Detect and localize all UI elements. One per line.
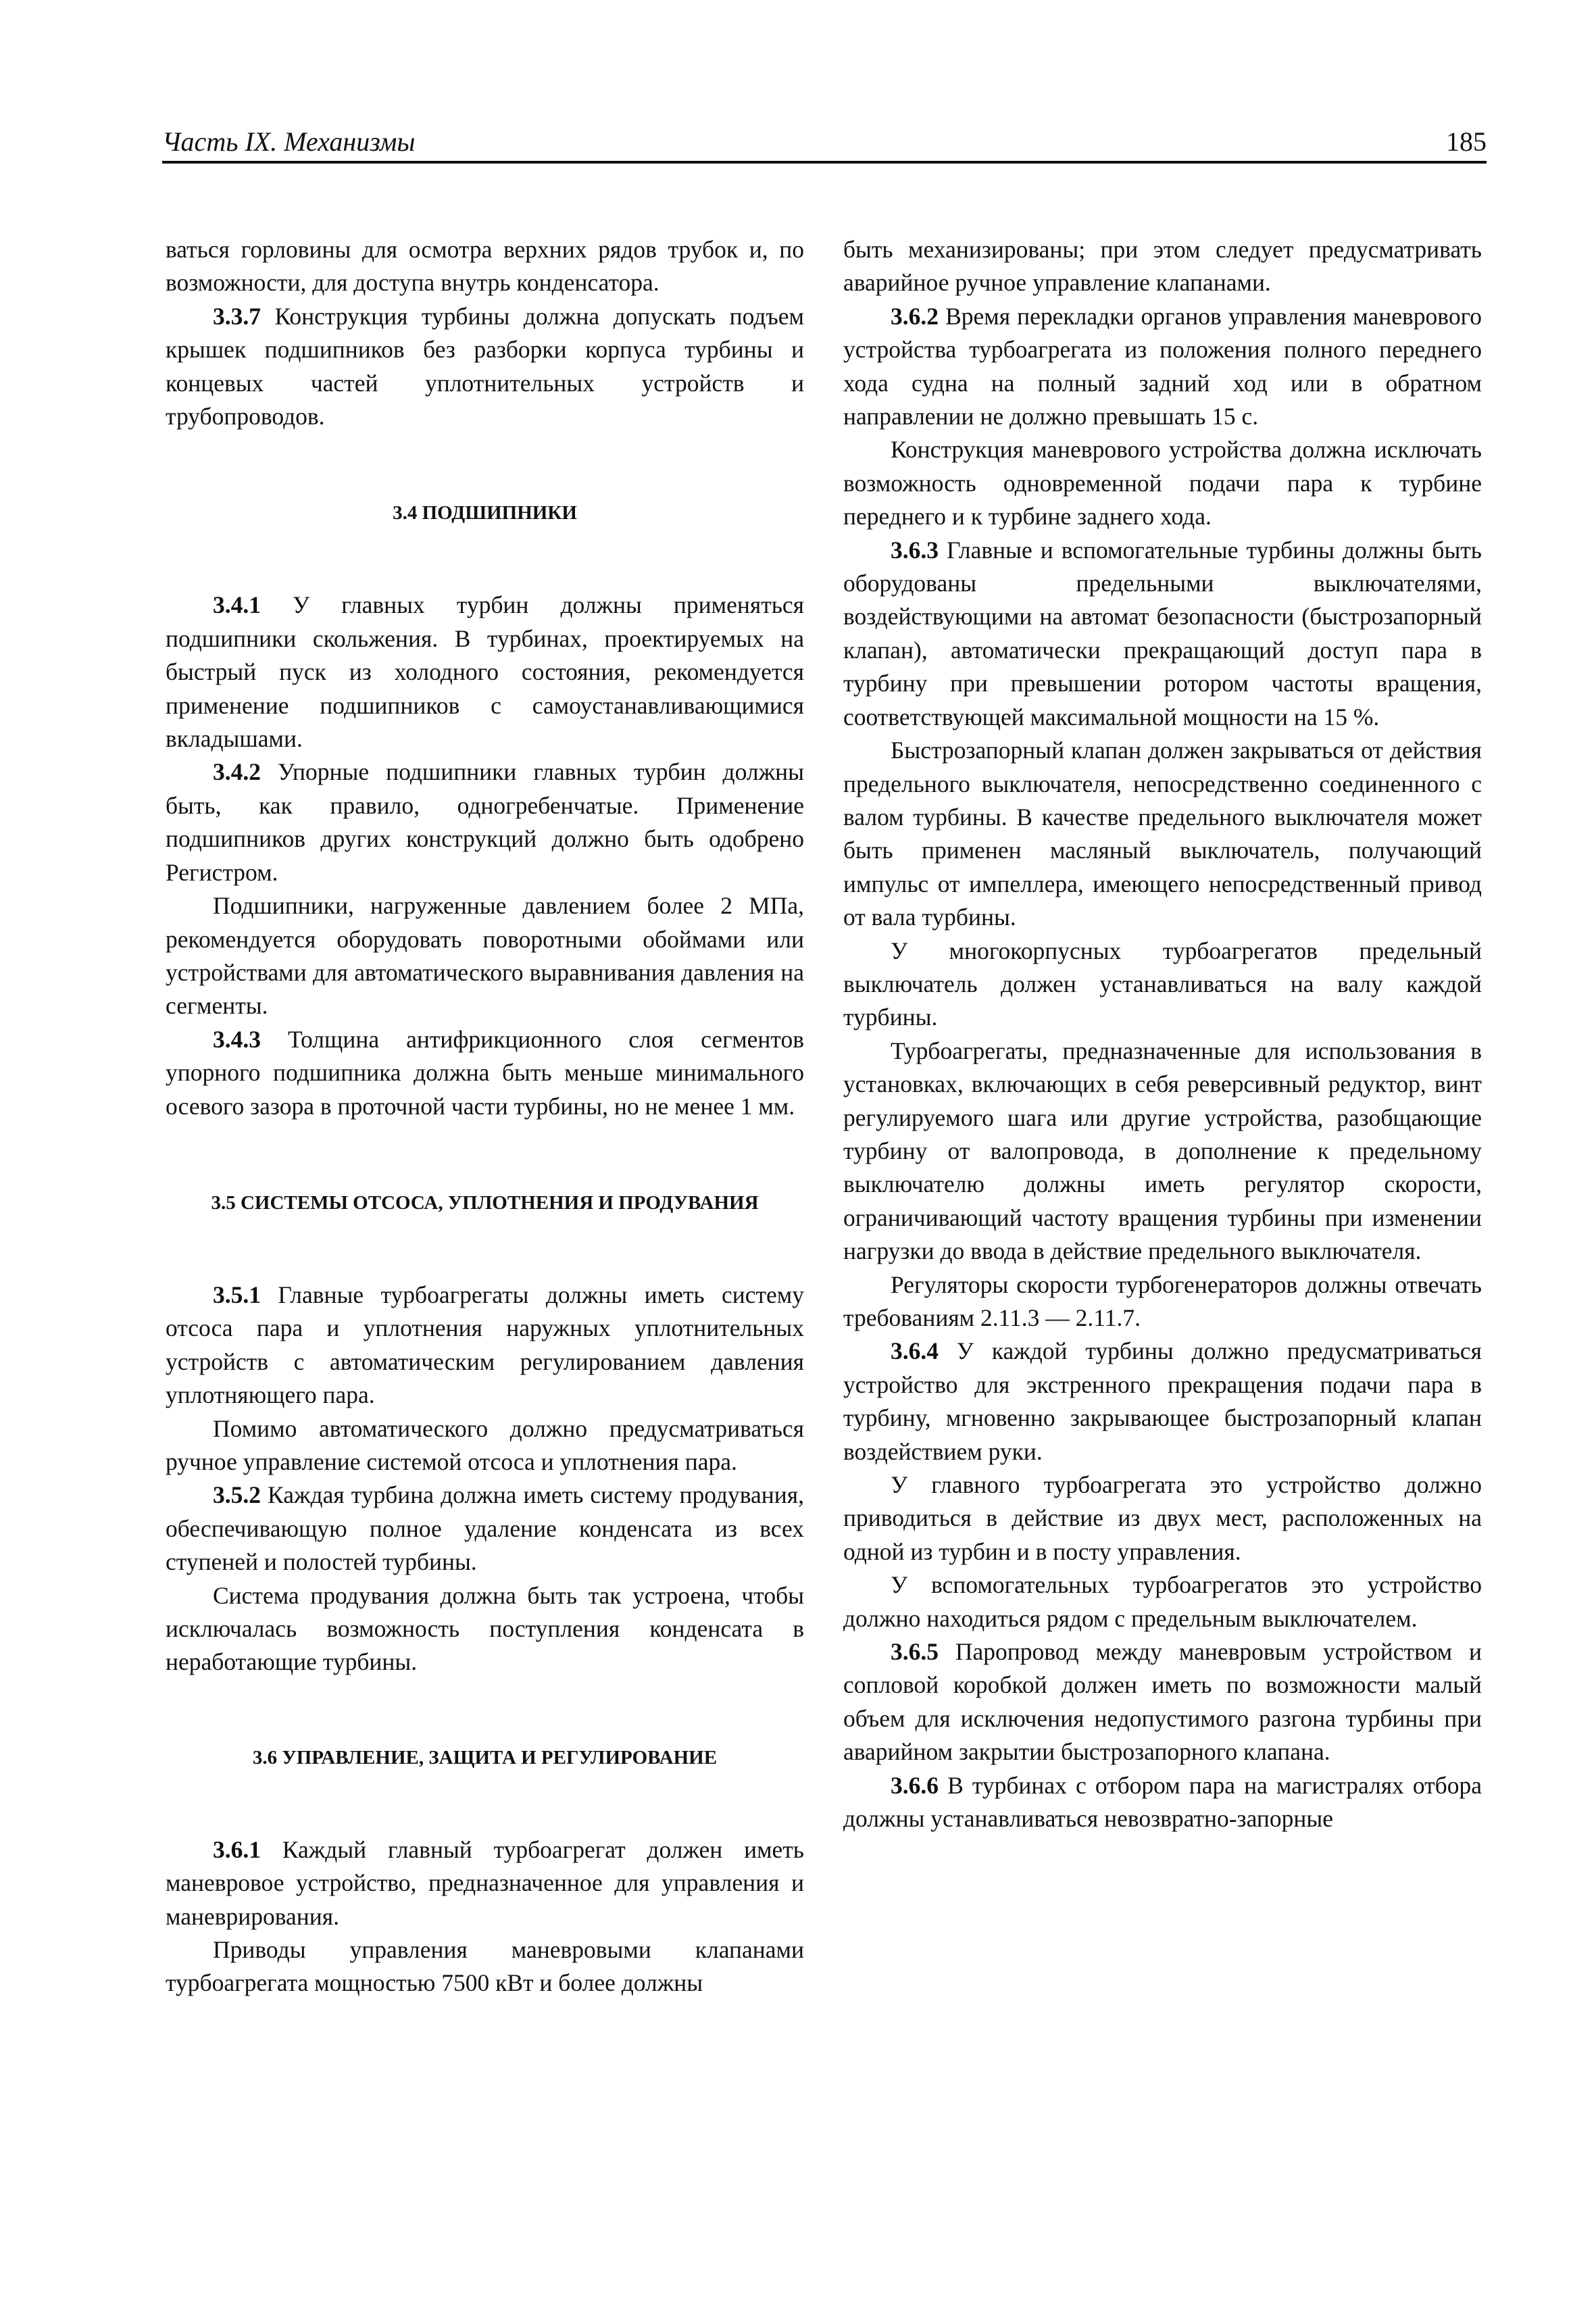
clause-number: 3.4.3 [213,1025,261,1053]
paragraph: Система продувания должна быть так устроена, чтобы исключалась возможность поступления конденсата в неработающие турбины. [166,1581,804,1676]
clause-text: Главные и вспомогательные турбины должны быть оборудованы предельными выключателями, воздействующими на автомат безопасности (быстрозапорный клапан), автоматически прекращающий доступ пара в турбину при превышении ротором частоты вращения, соответствующей максимальной мощности на 15 %. [843,536,1482,731]
paragraph-3-3-7 [166,300,804,434]
paragraph: Помимо автоматического должно предусматриваться ручное управление системой отсоса и уплотнения пара. [166,1414,804,1475]
running-title: Часть IX. Механизмы [162,126,416,157]
clause-text: Время перекладки органов управления маневрового устройства турбоагрегата из положения полного переднего хода судна на полный задний ход или в обратном направлении не должно превышать 15 с. [843,302,1482,430]
clause-text: Толщина антифрикционного слоя сегментов упорного подшипника должна быть меньше минимального осевого зазора в проточной части турбины, но не менее 1 мм. [166,1025,804,1120]
clause-text: Каждый главный турбоагрегат должен иметь маневровое устройство, предназначенное для управления и маневрирования. [166,1835,804,1930]
paragraph-3-4-1 [166,589,804,756]
clause-number: 3.6.6 [891,1771,939,1799]
paragraph: быть механизированы; при этом следует предусматривать аварийное ручное управление клапанами. [843,236,1482,297]
paragraph: Конструкция маневрового устройства должна исключать возможность одновременной подачи пара к турбине переднего и к турбине заднего хода. [843,436,1482,530]
clause-text: У каждой турбины должно предусматриваться устройство для экстренного прекращения подачи пара в турбину, мгновенно закрывающее быстрозапорный клапан воздействием руки. [843,1337,1482,1465]
paragraph-3-4-2 [166,756,804,889]
paragraph-3-5-2 [166,1479,804,1579]
clause-text: Каждая турбина должна иметь систему продувания, обеспечивающую полное удаление конденсата из всех ступеней и полостей турбины. [166,1481,804,1576]
paragraph-3-6-5 [843,1635,1482,1769]
paragraph-3-6-2 [843,300,1482,434]
paragraph-3-6-4 [843,1335,1482,1468]
clause-number: 3.6.4 [891,1337,939,1365]
paragraph-3-4-3 [166,1023,804,1123]
clause-number: 3.6.3 [891,536,939,564]
page-header [162,124,1487,159]
right-column [843,233,1482,1836]
clause-text: Упорные подшипники главных турбин должны быть, как правило, одногребенчатые. Применение подшипников других конструкций должно быть одобрено Регистром. [166,758,804,886]
paragraph: Турбоагрегаты, предназначенные для использования в установках, включающих в себя реверсивный редуктор, винт регулируемого шага или другие устройства, разобщающие турбину от валопровода, в дополнение к предельному выключателю должны иметь регулятор скорости, ограничивающий частоту вращения турбины при изменении нагрузки до ввода в действие предельного выключателя. [843,1037,1482,1265]
page-number: 185 [1446,126,1487,157]
clause-number: 3.6.1 [213,1835,261,1863]
paragraph: У вспомогательных турбоагрегатов это устройство должно находиться рядом с предельным выключателем. [843,1571,1482,1632]
section-heading-3-4: 3.4 ПОДШИПНИКИ [393,502,577,524]
paragraph: Регуляторы скорости турбогенераторов должны отвечать требованиям 2.11.3 — 2.11.7. [843,1270,1482,1331]
paragraph: Подшипники, нагруженные давлением более 2 МПа, рекомендуется оборудовать поворотными обоймами или устройствами для автоматического выравнивания давления на сегменты. [166,892,804,1020]
left-column [166,233,804,2000]
section-heading-3-5: 3.5 СИСТЕМЫ ОТСОСА, УПЛОТНЕНИЯ И ПРОДУВАНИЯ [211,1191,759,1214]
clause-number: 3.5.1 [213,1281,261,1308]
paragraph: Приводы управления маневровыми клапанами турбоагрегата мощностью 7500 кВт и более должны [166,1936,804,1997]
clause-number: 3.4.2 [213,758,261,786]
paragraph: ваться горловины для осмотра верхних рядов трубок и, по возможности, для доступа внутрь конденсатора. [166,236,804,297]
clause-text: Паропровод между маневровым устройством и сопловой коробкой должен иметь по возможности малый объем для исключения недопустимого разгона турбины при аварийном закрытии быстрозапорного клапана. [843,1638,1482,1766]
clause-number: 3.6.5 [891,1638,939,1666]
paragraph: У главного турбоагрегата это устройство должно приводиться в действие из двух мест, расположенных на одной из турбин и в посту управления. [843,1471,1482,1565]
clause-text: Главные турбоагрегаты должны иметь систему отсоса пара и уплотнения наружных уплотнительных устройств с автоматическим регулированием давления уплотняющего пара. [166,1281,804,1409]
clause-text: Конструкция турбины должна допускать подъем крышек подшипников без разборки корпуса турбины и концевых частей уплотнительных устройств и трубопроводов. [166,302,804,430]
clause-number: 3.3.7 [213,302,261,330]
paragraph-3-5-1 [166,1279,804,1412]
paragraph-3-6-6 [843,1769,1482,1836]
clause-number: 3.6.2 [891,302,939,330]
paragraph-3-6-3 [843,534,1482,734]
paragraph: Быстрозапорный клапан должен закрываться от действия предельного выключателя, непосредственно соединенного с валом турбины. В качестве предельного выключателя может быть применен масляный выключатель, получающий импульс от импеллера, имеющего непосредственный привод от вала турбины. [843,737,1482,931]
clause-text: В турбинах с отбором пара на магистралях отбора должны устанавливаться невозвратно-запорные [843,1771,1482,1833]
paragraph: У многокорпусных турбоагрегатов предельный выключатель должен устанавливаться на валу каждой турбины. [843,937,1482,1031]
section-heading-3-6: 3.6 УПРАВЛЕНИЕ, ЗАЩИТА И РЕГУЛИРОВАНИЕ [252,1746,718,1768]
clause-text: У главных турбин должны применяться подшипники скольжения. В турбинах, проектируемых на быстрый пуск из холодного состояния, рекомендуется применение подшипников с самоустанавливающимися вкладышами. [166,591,804,753]
paragraph-3-6-1 [166,1833,804,1933]
clause-number: 3.5.2 [213,1481,261,1509]
clause-number: 3.4.1 [213,591,261,619]
header-divider [162,161,1487,164]
